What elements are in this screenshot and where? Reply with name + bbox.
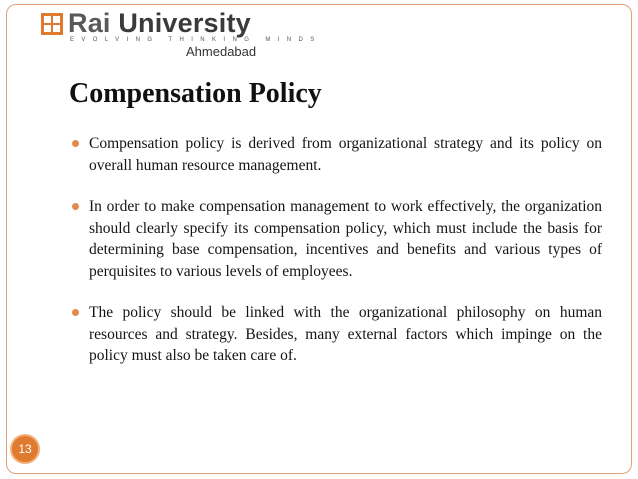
logo-campus: Ahmedabad [186, 44, 257, 59]
bullet-text: In order to make compensation management to work effectively, the organization should clearly specify its compensation policy, which must include the basis for determining base compensation, incentives and benefits and various types of perquisites to various levels of employees. [89, 198, 602, 280]
logo-brand-rai: Rai [68, 8, 111, 38]
bullet-text: Compensation policy is derived from organizational strategy and its policy on overall human resource management. [89, 135, 602, 174]
page-number-badge [10, 434, 40, 464]
rai-university-crest-icon [40, 12, 64, 36]
bullet-dot-icon [72, 309, 79, 316]
bullet-text: The policy should be linked with the organizational philosophy on human resources and strategy. Besides, many external factors which impinge on the policy must also be taken care of. [89, 304, 602, 364]
bullet-item [72, 196, 602, 282]
bullet-list [72, 133, 602, 387]
logo-brand-university: University [110, 8, 251, 38]
bullet-item [72, 133, 602, 176]
university-logo [40, 8, 322, 60]
logo-wordmark [68, 7, 251, 39]
page-number: 13 [18, 442, 32, 456]
bullet-dot-icon [72, 203, 79, 210]
logo-tagline: EVOLVING THINKING MINDS [70, 37, 322, 43]
bullet-dot-icon [72, 140, 79, 147]
slide-title: Compensation Policy [69, 78, 322, 109]
bullet-item [72, 302, 602, 367]
